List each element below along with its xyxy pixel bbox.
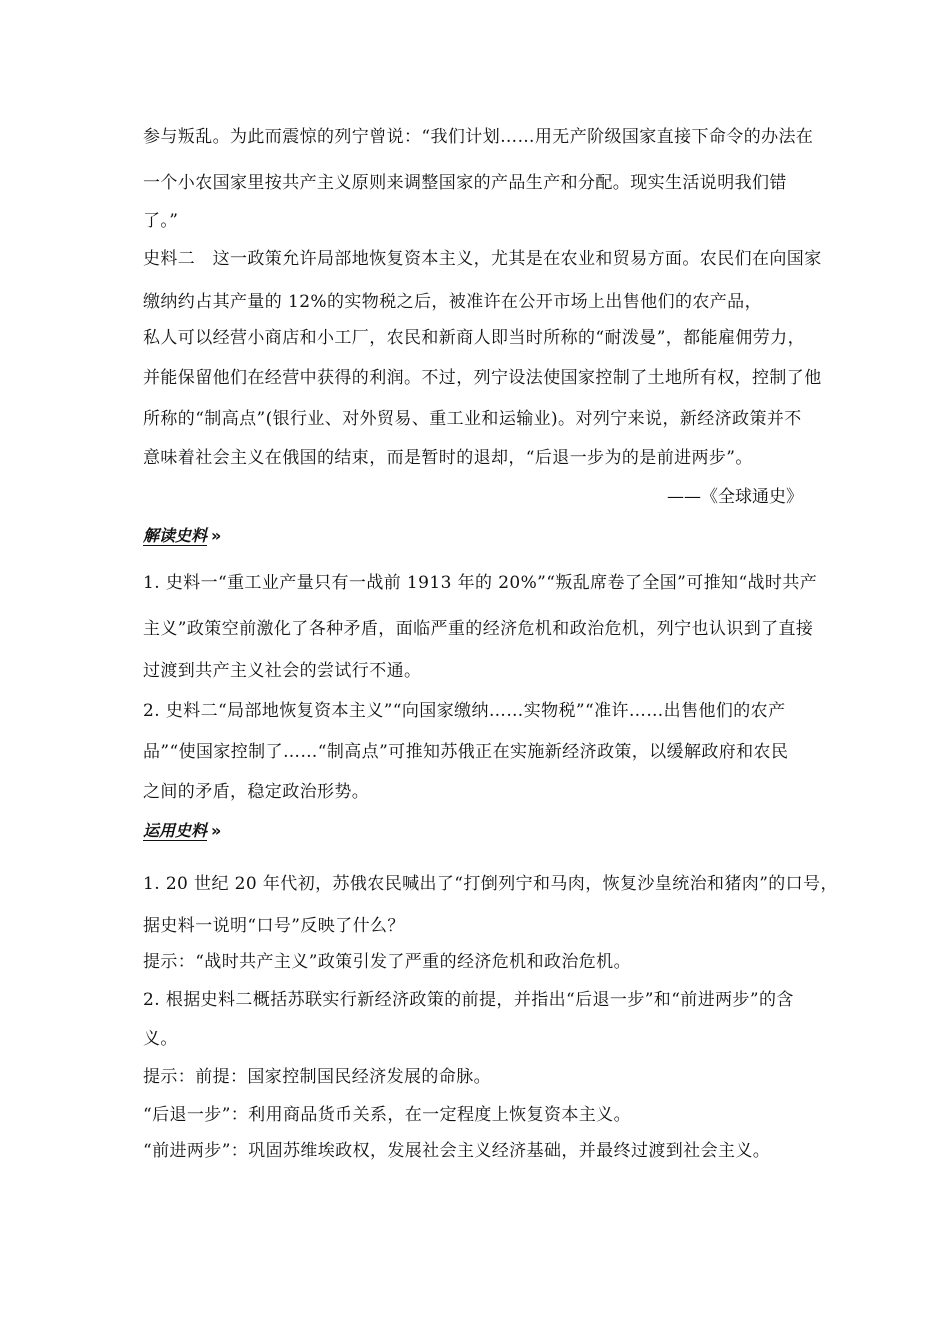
apply-line: 据史料一说明“口号”反映了什么？: [143, 916, 405, 936]
interpret-line: 品”“使国家控制了……“制高点”可推知苏俄正在实施新经济政策，以缓解政府和农民: [143, 742, 789, 762]
interpret-line: 之间的矛盾，稳定政治形势。: [143, 782, 370, 802]
double-chevron-icon: »: [211, 526, 219, 545]
passage-line: 意味着社会主义在俄国的结束，而是暂时的退却，“后退一步为的是前进两步”。: [143, 448, 753, 468]
apply-line: 2. 根据史料二概括苏联实行新经济政策的前提，并指出“后退一步”和“前进两步”的含: [143, 990, 794, 1010]
double-chevron-icon: »: [211, 821, 219, 840]
passage-source: ——《全球通史》: [667, 487, 803, 507]
passage-line: 私人可以经营小商店和小工厂，农民和新商人即当时所称的“耐泼曼”，都能雇佣劳力，: [143, 328, 805, 348]
interpret-line: 2. 史料二“局部地恢复资本主义”“向国家缴纳……实物税”“准许……出售他们的农产: [143, 701, 786, 721]
passage-line: 了。”: [143, 211, 179, 231]
interpret-line: 过渡到共产主义社会的尝试行不通。: [143, 661, 422, 681]
passage-line: 参与叛乱。为此而震惊的列宁曾说：“我们计划……用无产阶级国家直接下命令的办法在: [143, 127, 814, 147]
apply-line: 义。: [143, 1029, 178, 1049]
passage-line: 一个小农国家里按共产主义原则来调整国家的产品生产和分配。现实生活说明我们错: [143, 173, 787, 193]
passage-line: 史料二 这一政策允许局部地恢复资本主义，尤其是在农业和贸易方面。农民们在向国家: [143, 249, 822, 269]
section-heading-interpret: [143, 523, 218, 546]
interpret-line: 主义”政策空前激化了各种矛盾，面临严重的经济危机和政治危机，列宁也认识到了直接: [143, 619, 814, 639]
apply-line: 1. 20 世纪 20 年代初，苏俄农民喊出了“打倒列宁和马肉，恢复沙皇统治和猪肉”的口号，: [143, 874, 838, 894]
section-heading-title: 解读史料: [143, 526, 208, 545]
apply-line: “后退一步”：利用商品货币关系，在一定程度上恢复资本主义。: [143, 1105, 631, 1125]
apply-line: 提示：前提：国家控制国民经济发展的命脉。: [143, 1067, 491, 1087]
apply-line: 提示：“战时共产主义”政策引发了严重的经济危机和政治危机。: [143, 952, 631, 972]
section-heading-apply: [143, 818, 218, 841]
section-heading-title: 运用史料: [143, 821, 208, 840]
passage-line: 所称的“制高点”(银行业、对外贸易、重工业和运输业)。对列宁来说，新经济政策并不: [143, 409, 802, 429]
passage-line: 缴纳约占其产量的 12%的实物税之后，被准许在公开市场上出售他们的农产品，: [143, 292, 762, 312]
passage-line: 并能保留他们在经营中获得的利润。不过，列宁设法使国家控制了土地所有权，控制了他: [143, 368, 822, 388]
interpret-line: 1. 史料一“重工业产量只有一战前 1913 年的 20%”“叛乱席卷了全国”可推知“战时共产: [143, 573, 818, 593]
apply-line: “前进两步”：巩固苏维埃政权，发展社会主义经济基础，并最终过渡到社会主义。: [143, 1141, 771, 1161]
